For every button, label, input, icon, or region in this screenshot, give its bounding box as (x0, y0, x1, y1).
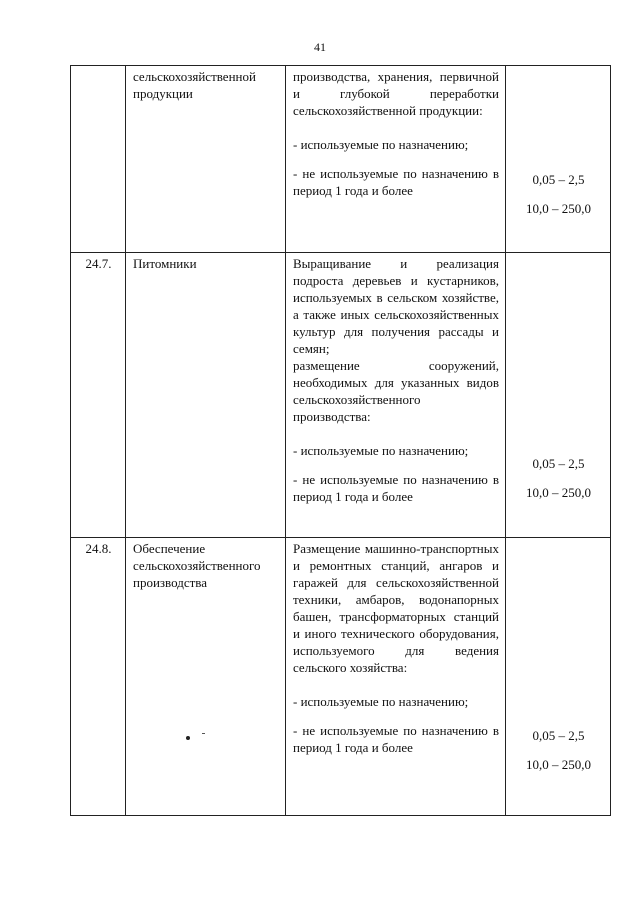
row-number: 24.8. (71, 538, 126, 816)
item-value: 10,0 – 250,0 (526, 757, 591, 772)
row-number (71, 66, 126, 253)
item-label: - используемые по назначению; (293, 137, 469, 152)
item-value: 0,05 – 2,5 (532, 172, 585, 187)
item-label: - не используемые по назначению в период 1 года и более (293, 723, 499, 755)
item-label: - не используемые по назначению в период 1 года и более (293, 166, 499, 198)
row-description (286, 66, 506, 253)
description-text: Размещение машинно-транспортных и ремонтных станций, ангаров и гаражей для сельскохозяйственной техники, амбаров, водонапорных башен, трансформаторных станций и иного технического оборудования, используемого для ведения сельского хозяйства: (293, 541, 499, 675)
item-value: 10,0 – 250,0 (526, 201, 591, 216)
item-value: 0,05 – 2,5 (532, 728, 585, 743)
row-values (506, 538, 611, 816)
row-values (506, 66, 611, 253)
row-description (286, 253, 506, 538)
item-label: - не используемые по назначению в период 1 года и более (293, 472, 499, 504)
row-name: Обеспечение сельскохозяйственного производства (126, 538, 286, 816)
row-number: 24.7. (71, 253, 126, 538)
description-text: размещение сооружений, необходимых для указанных видов сельскохозяйственного производства: (293, 358, 499, 424)
item-label: - используемые по назначению; (293, 694, 469, 709)
item-value: 10,0 – 250,0 (526, 485, 591, 500)
item-label: - используемые по назначению; (293, 443, 469, 458)
description-text: Выращивание и реализация подроста деревьев и кустарников, используемых в сельском хозяйстве, а также иных сельскохозяйственных культур для получения рассады и семян; (293, 256, 499, 356)
scan-dot-mark (186, 736, 190, 740)
row-values (506, 253, 611, 538)
page-number: 41 (314, 40, 326, 54)
item-value: 0,05 – 2,5 (532, 456, 585, 471)
table-row (71, 538, 611, 816)
table-row (71, 66, 611, 253)
row-description (286, 538, 506, 816)
land-use-table (70, 65, 611, 816)
table-row (71, 253, 611, 538)
description-text: производства, хранения, первичной и глубокой переработки сельскохозяйственной продукции: (293, 69, 499, 118)
row-name: Питомники (126, 253, 286, 538)
row-name: сельскохозяйственной продукции (126, 66, 286, 253)
scan-dash-mark (202, 733, 205, 734)
